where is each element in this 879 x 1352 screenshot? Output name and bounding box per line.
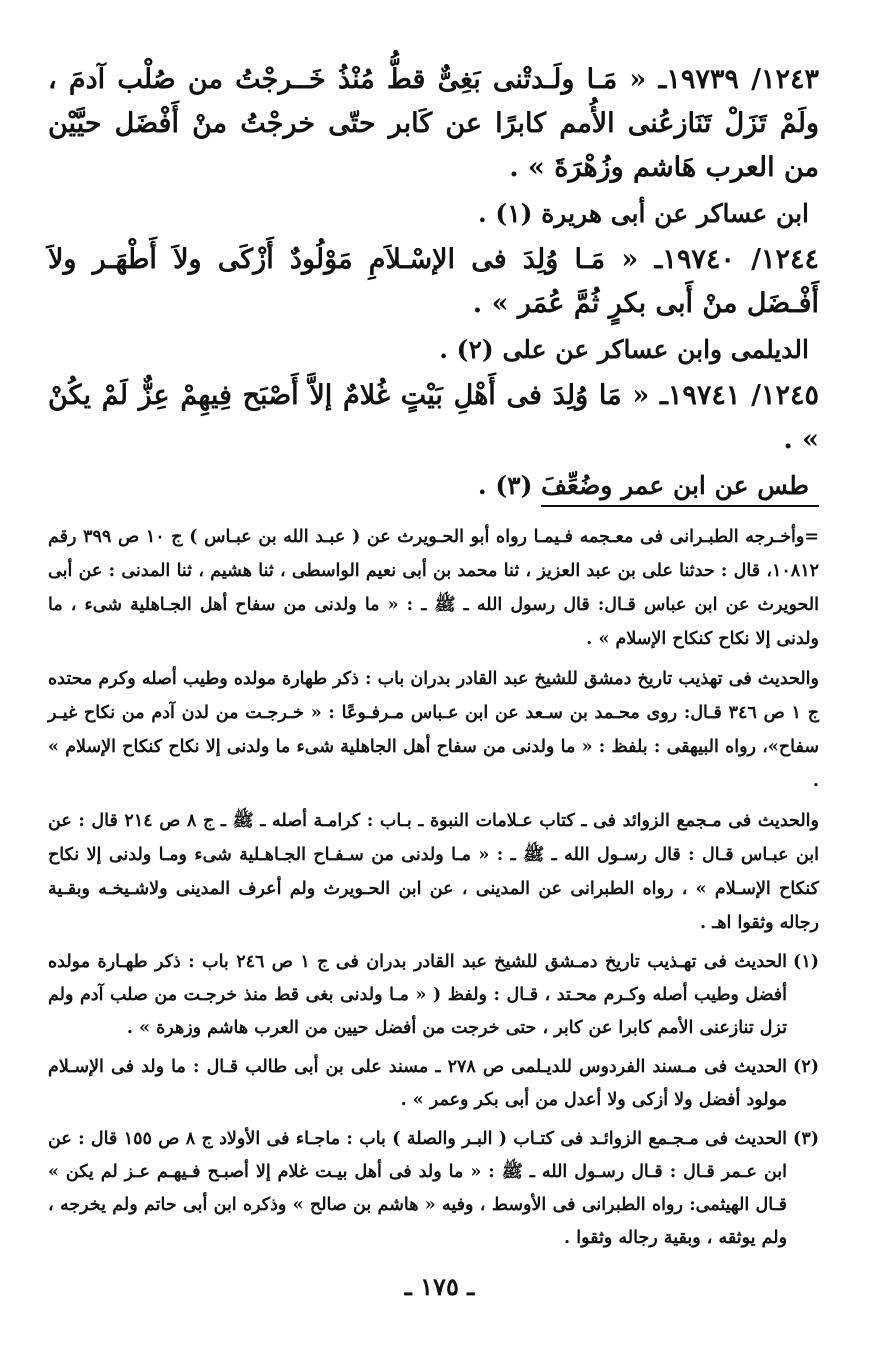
continued-note-1: =وأخـرجه الطبـرانى فى معـجمه فـيمـا رواه أبو الحـويرث عن ( عبـد الله بن عبـاس ) ج ١٠ ص ٣٩٩ رقم ١٠٨١٢، قال : حدثنا على بن عبد العزيز ، ثنا محمد بن أبى نعيم الواسطى ، ثنا هشيم ، ثنا المدنى : عن أبى الحويرث عن ابن عباس قـال: قال رسول الله ـ ﷺ ـ : « ما ولدنى من سفاح أهل الجـاهلية شىء ، ما ولدنى إلا نكاح كنكاح الإسلام » . — [48, 527, 820, 649]
footnote-1-text: الحديث فى تهـذيب تاريخ دمـشق للشيخ عبد القادر بدران فى ج ١ ص ٢٤٦ باب : ذكر طهـارة مولده أفضل وطيب أصله وكـرم محـتد ، قـال : ولفظ ( « مـا ولدنى بغى قط منذ خرجـت من صلب آدم ولم تزل تنازعنى الأمم كابرا عن كابر ، حتى خرجت من أفضل حيين من العرب هاشم وزهرة » . — [48, 952, 788, 1038]
footnote-2-text: الحديث فى مـسند الفردوس للديـلمى ص ٢٧٨ ـ مسند على بن أبى طالب قـال : ما ولد فى الإسـلام مولود أفضل ولا أزكى ولا أعدل من أبى بكر وعمر » . — [48, 1057, 788, 1110]
footnote-3 — [48, 1123, 819, 1255]
hadith-1245: ١٢٤٥/ ١٩٧٤١ـ « مَا وُلِدَ فى أَهْلِ بَيْتٍ غُلامٌ إلاَّ أَصْبَح فِيهِمْ عِزٌّ لَمْ يكُنْ » . — [48, 380, 819, 455]
footnote-2-number: (٢) — [793, 1057, 819, 1077]
footnote-3-number: (٣) — [793, 1129, 819, 1149]
footnote-3-text: الحديث فى مـجـمع الزوائـد فى كتـاب ( البـر والصلة ) باب : ماجـاء فى الأولاد ج ٨ ص ١٥٥ قال : عن ابن عـمر قـال : قـال رسـول الله ـ ﷺ : « ما ولد فى أهل بيـت غلام إلا أصبـح فـيهـم عـز لم يكن » قـال الهيثمى: رواه الطبرانى فى الأوسط ، وفيه « هاشم بن صالح » وذكره ابن أبى حاتم ولم يخرجه ، ولم يوثقه ، وبقية رجاله وثقوا . — [48, 1129, 788, 1248]
hadith-1243: ١٢٤٣/ ١٩٧٣٩ـ « مَـا ولَـدتْنى بَغِىٌّ قطُّ مُنْذُ خَــرجْتُ من صُلْب آدمَ ، ولَمْ تَزَلْ تَنَازعُنى الأُمم كابرًا عن كَابر حتّى خرجْتُ منْ أَفْضَل حيَّيْن من العرب هَاشم وزُهْرَةَ » . — [48, 64, 819, 183]
hadith-1244-source: الديلمى وابن عساكر عن على (٢) . — [439, 335, 809, 364]
footnote-divider — [541, 505, 819, 507]
hadith-1245-source: طس عن ابن عمر وضُعِّفَ (٣) . — [477, 471, 809, 500]
footnote-1 — [48, 946, 819, 1045]
continued-note-2: والحديث فى تهذيب تاريخ دمشق للشيخ عبد القادر بدران باب : ذكر طهارة مولده وطيب أصله وكرم محتده ج ١ ص ٣٤٦ قـال: روى محـمد بن سـعد عن ابن عـباس مـرفـوعًا : « خـرجـت من لدن آدم من نكاح غيـر سفاح»، رواه البيهقى : بلفظ : « ما ولدنى من سفاح أهل الجاهلية شىء ما ولدنى إلا نكاح كنكاح الإسلام » . — [48, 669, 819, 791]
hadith-1243-source: ابن عساكر عن أبى هريرة (١) . — [477, 199, 809, 228]
footnotes-section — [48, 520, 819, 1261]
hadith-block — [48, 58, 819, 510]
hadith-1244: ١٢٤٤/ ١٩٧٤٠ـ « مَـا وُلِدَ فى الإسْـلاَمِ مَوْلُودٌ أَزْكَى ولاَ أَطْهَـر ولاَ أَفْـضَل منْ أَبى بكرٍ ثُمَّ عُمَر » . — [48, 244, 819, 319]
continued-note-3: والحديث فى مـجمع الزوائد فى ـ كتاب عـلامات النبوة ـ بـاب : كرامـة أصله ـ ﷺ ـ ج ٨ ص ٢١٤ قال : عن ابن عبـاس قـال : قال رسـول الله ـ ﷺ ـ : « مـا ولدنى من سـفـاح الجـاهـلية شىء ومـا ولدنى إلا نكاح كنكاح الإسـلام » ، رواه الطبرانى عن المدينى ، عن ابن الحـويرث ولم أعرف المدينى ولاشـيخـه وبقـية رجاله وثقوا اهـ . — [48, 811, 819, 933]
page-number: ـ ١٧٥ ـ — [404, 1272, 475, 1301]
footnote-1-number: (١) — [793, 952, 819, 972]
footnote-2 — [48, 1051, 819, 1117]
